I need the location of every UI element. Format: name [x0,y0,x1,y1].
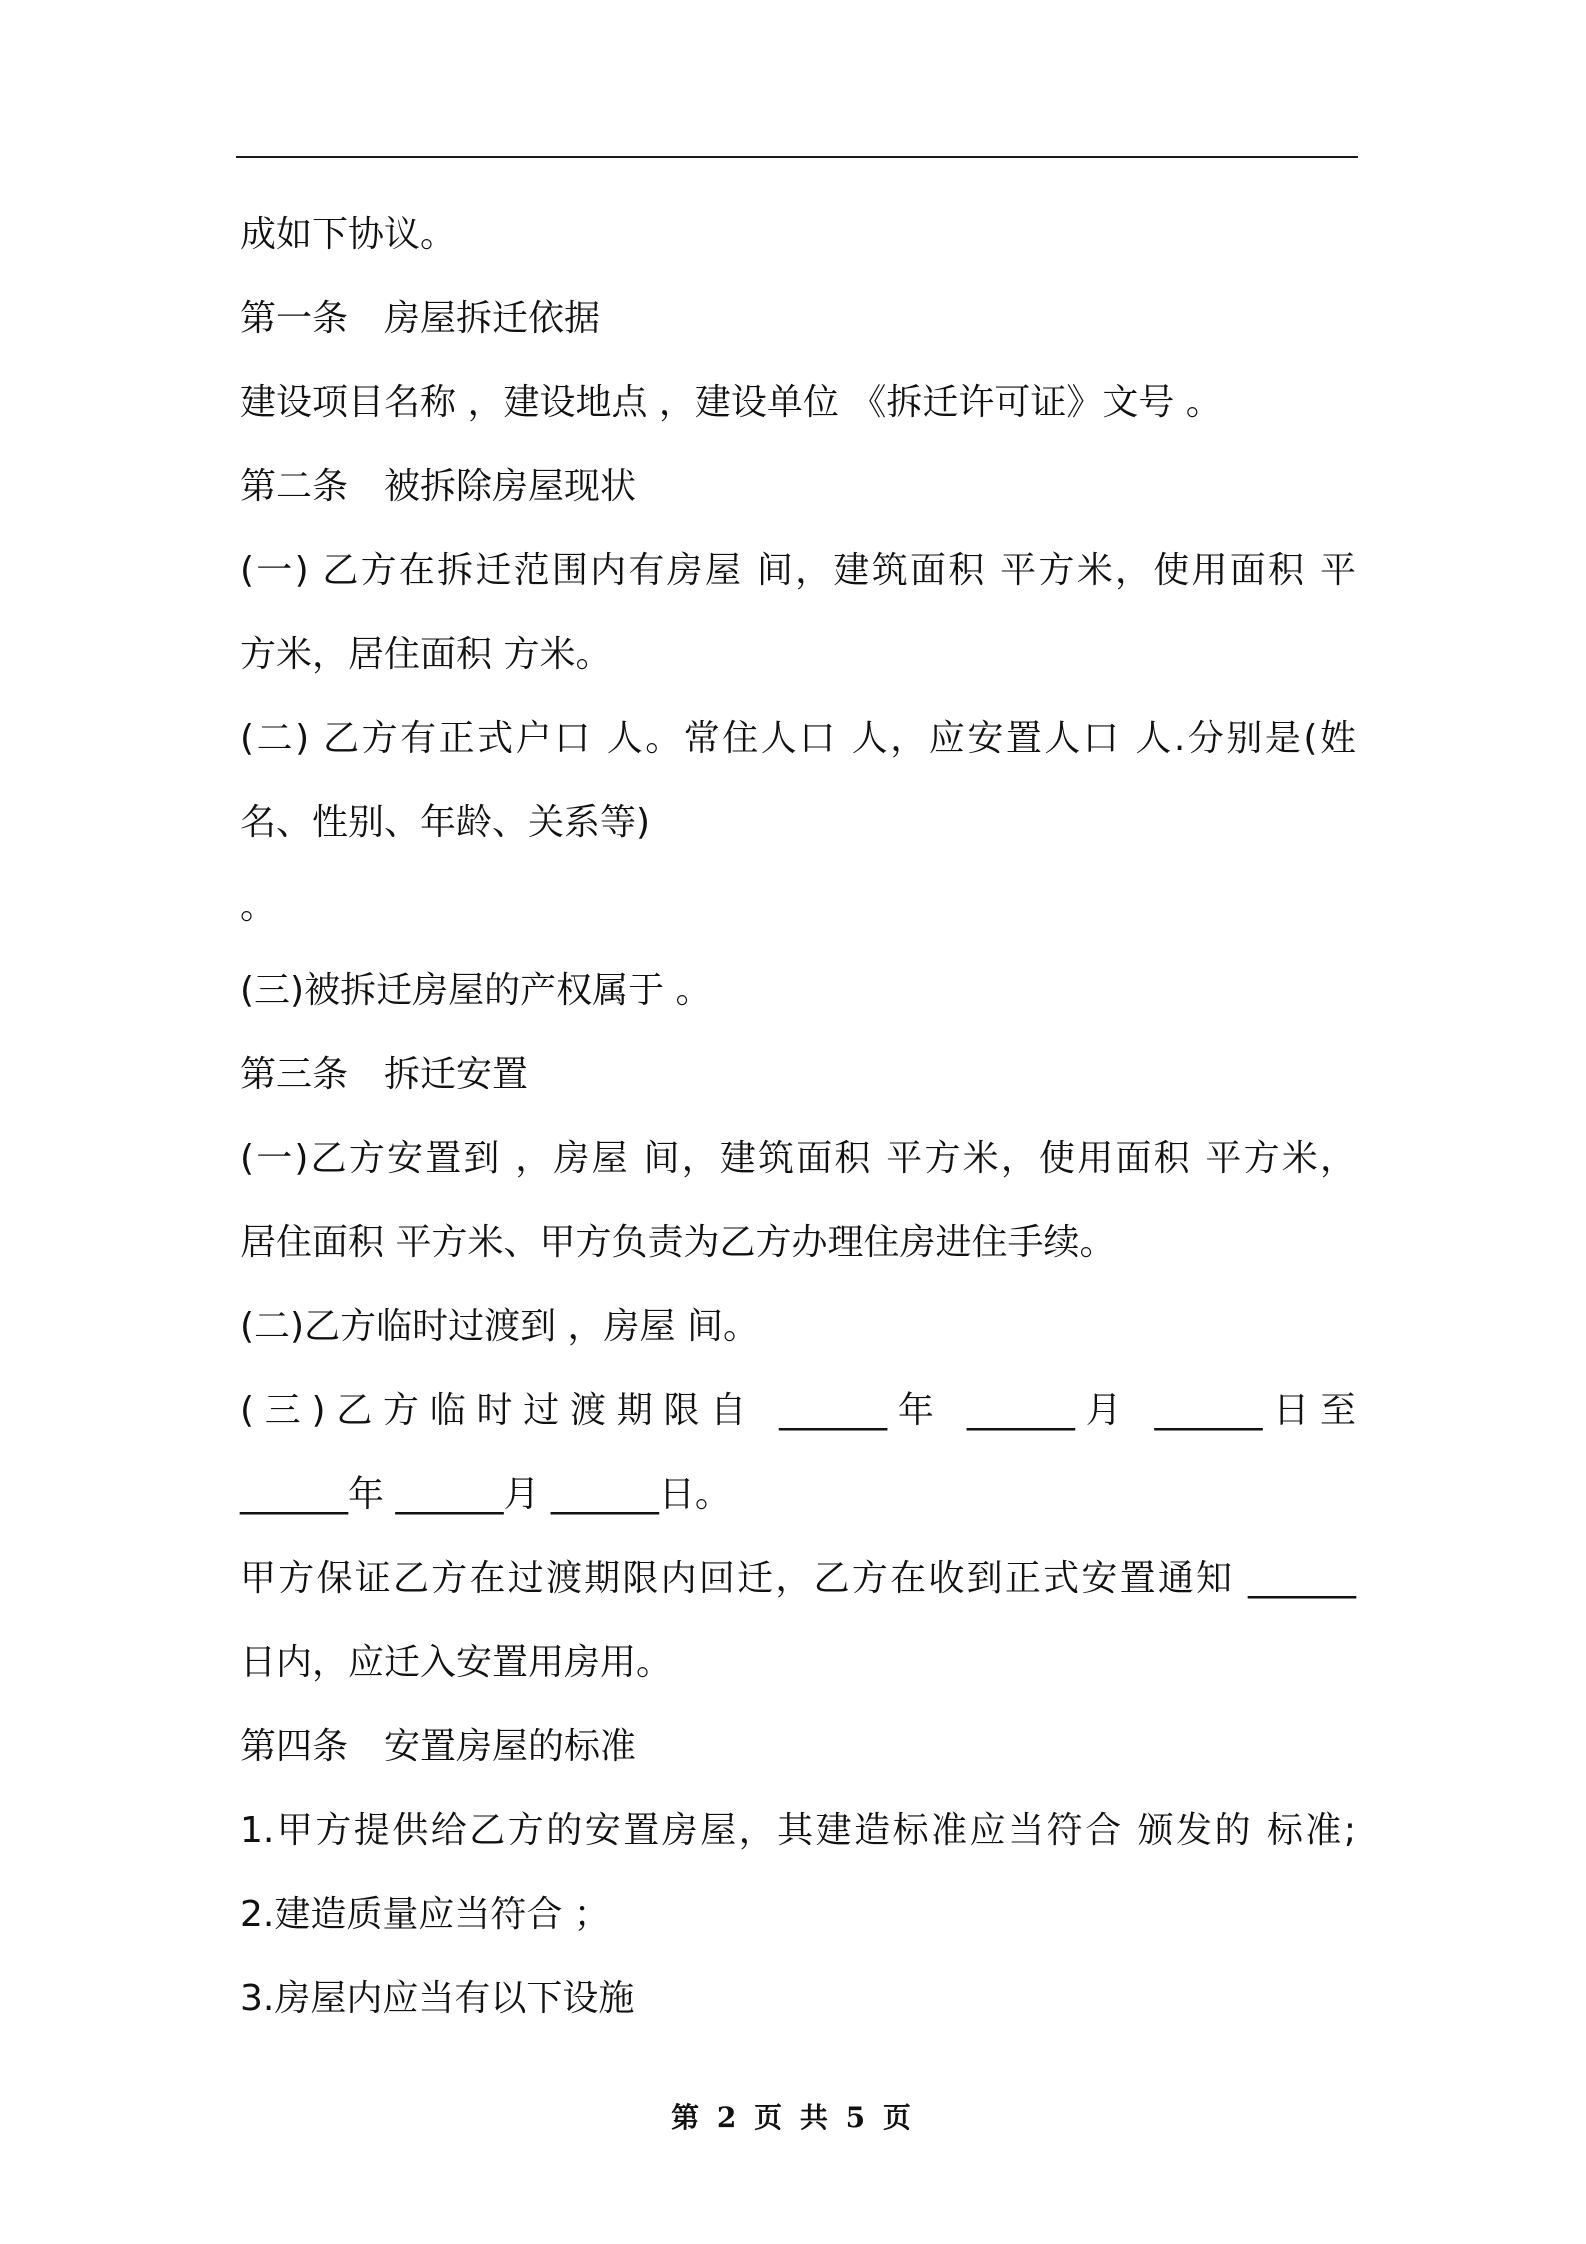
text-line: (一)乙方安置到 ，房屋 间，建筑面积 平方米，使用面积 平方米， [240,1138,1356,1179]
text-line: 1.甲方提供给乙方的安置房屋，其建造标准应当符合 颁发的 标准; [240,1810,1356,1851]
document-body [240,193,1356,2041]
text-line: 甲方保证乙方在过渡期限内回迁，乙方在收到正式安置通知 ______ [240,1558,1356,1599]
page-number-label: 第 2 页 共 5 页 [671,2101,915,2134]
text-line: (二)乙方临时过渡到 ，房屋 间。 [240,1306,759,1347]
text-line: 3.房屋内应当有以下设施 [240,1978,635,2019]
page-footer [0,2096,1586,2136]
article-heading: 第三条 拆迁安置 [240,1054,529,1095]
text-line: 2.建造质量应当符合 ； [240,1894,610,1935]
article-heading: 第一条 房屋拆迁依据 [240,298,601,339]
text-line: 建设项目名称 ，建设地点 ，建设单位 《拆迁许可证》文号 。 [240,382,1222,423]
text-line: 。 [240,886,277,927]
text-line: 成如下协议。 [240,214,457,255]
text-line: ______年 ______月 ______日。 [240,1474,731,1515]
text-line: 居住面积 平方米、甲方负责为乙方办理住房进住手续。 [240,1222,1116,1263]
text-line: 日内，应迁入安置用房用。 [240,1642,673,1683]
text-line: (三)乙方临时过渡期限自 ______年 ______月 ______日至 [240,1390,1356,1431]
text-line: (二) 乙方有正式户口 人。常住人口 人，应安置人口 人.分别是(姓 [240,718,1356,759]
text-line: 方米，居住面积 方米。 [240,634,612,675]
article-heading: 第四条 安置房屋的标准 [240,1726,637,1767]
article-heading: 第二条 被拆除房屋现状 [240,466,637,507]
text-line: 名、性别、年龄、关系等) [240,802,651,843]
text-line: (一) 乙方在拆迁范围内有房屋 间，建筑面积 平方米，使用面积 平 [240,550,1356,591]
header-rule [236,156,1358,158]
text-line: (三)被拆迁房屋的产权属于 。 [240,970,712,1011]
